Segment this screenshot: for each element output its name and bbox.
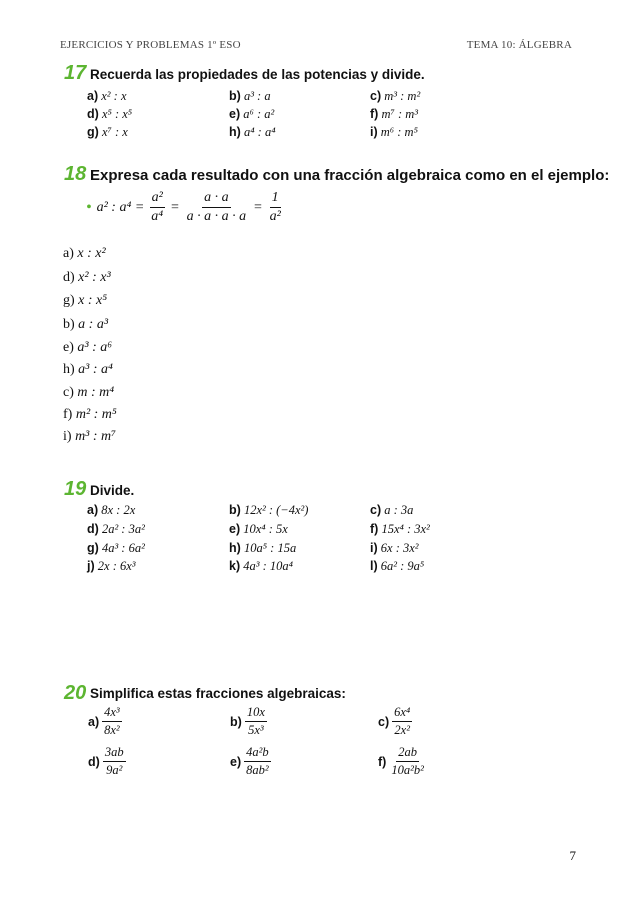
item-expression: 4a³ : 10a⁴ xyxy=(243,559,294,573)
exercise-item xyxy=(87,125,128,140)
exercise-item xyxy=(63,317,108,333)
equals-sign: = xyxy=(170,199,180,215)
exercise-item xyxy=(378,745,426,778)
exercise-item xyxy=(63,362,113,378)
exercise-title: Recuerda las propiedades de las potencias y divide. xyxy=(90,67,425,82)
item-label: g) xyxy=(87,125,99,139)
item-expression: x⁵ : x⁵ xyxy=(101,107,133,121)
item-expression: m⁷ : m³ xyxy=(381,107,419,121)
item-expression: m³ : m⁷ xyxy=(75,429,117,444)
item-expression: x : x⁵ xyxy=(78,293,108,308)
exercise-title: Simplifica estas fracciones algebraicas: xyxy=(90,686,346,701)
fraction-denominator: 10a²b² xyxy=(391,763,424,777)
item-label: b) xyxy=(230,714,242,729)
item-label: g) xyxy=(63,293,75,308)
item-expression: a³ : a⁴ xyxy=(78,362,113,377)
exercise-item xyxy=(229,503,308,518)
fraction-denominator: a⁴ xyxy=(151,209,164,224)
exercise-item xyxy=(229,125,276,140)
exercise-item xyxy=(63,385,114,401)
exercise-item xyxy=(63,407,117,423)
item-expression: 2x : 6x³ xyxy=(97,559,136,573)
fraction-numerator: 3ab xyxy=(103,745,126,762)
item-expression: a : a³ xyxy=(78,317,109,332)
exercise-title: Divide. xyxy=(90,483,135,498)
item-label: f) xyxy=(370,107,379,121)
fraction-numerator: 1 xyxy=(270,190,281,208)
fraction-numerator: a² xyxy=(150,190,165,208)
exercise-item xyxy=(230,705,267,738)
exercise-item xyxy=(63,340,112,356)
exercise-item xyxy=(87,107,132,122)
fraction-numerator: 10x xyxy=(245,705,267,722)
exercise-number: 20 xyxy=(64,682,87,704)
item-label: e) xyxy=(229,522,241,536)
item-label: a) xyxy=(87,503,99,517)
exercise-item xyxy=(230,745,271,778)
item-label: c) xyxy=(370,89,382,103)
item-expression: m² : m⁵ xyxy=(75,407,117,422)
item-label: e) xyxy=(230,754,242,769)
item-expression: x : x² xyxy=(77,246,106,261)
fraction-numerator: 2ab xyxy=(396,745,419,762)
fraction-denominator: 2x² xyxy=(394,723,410,737)
item-label: b) xyxy=(63,317,75,332)
item-expression: x⁷ : x xyxy=(101,125,128,139)
exercise-item xyxy=(87,503,135,518)
exercise-item xyxy=(370,107,418,122)
item-expression: a³ : a⁶ xyxy=(77,340,113,355)
exercise-item xyxy=(63,293,107,309)
example-fraction xyxy=(268,190,283,225)
example-lhs: a² : a⁴ = xyxy=(96,199,145,215)
exercise-item xyxy=(87,559,136,574)
item-label: d) xyxy=(63,270,75,285)
item-expression: a : 3a xyxy=(384,503,414,517)
item-label: a) xyxy=(88,714,100,729)
item-label: f) xyxy=(63,407,73,422)
item-label: c) xyxy=(378,714,390,729)
fraction-denominator: 9a² xyxy=(106,763,123,777)
exercise-title: Expresa cada resultado con una fracción algebraica como en el ejemplo: xyxy=(90,167,610,184)
item-label: d) xyxy=(88,754,100,769)
item-label: h) xyxy=(229,125,241,139)
item-expression: 6a² : 9a⁵ xyxy=(380,559,425,573)
exercise-item xyxy=(88,705,122,738)
fraction-numerator: 6x⁴ xyxy=(392,705,412,722)
equals-sign: = xyxy=(253,199,263,215)
exercise-item xyxy=(229,559,293,574)
item-expression: 10x⁴ : 5x xyxy=(243,522,288,536)
item-label: l) xyxy=(370,559,378,573)
exercise-item xyxy=(229,541,296,556)
item-label: f) xyxy=(370,522,379,536)
exercise-item xyxy=(378,705,412,738)
exercise-item xyxy=(370,541,419,556)
exercise-number: 19 xyxy=(64,478,87,500)
item-label: e) xyxy=(63,340,74,355)
item-label: a) xyxy=(87,89,99,103)
exercise-item xyxy=(63,246,106,262)
exercise-item xyxy=(229,89,271,104)
algebraic-fraction xyxy=(245,705,267,738)
item-label: d) xyxy=(87,107,99,121)
fraction-numerator: 4x³ xyxy=(102,705,122,722)
item-expression: m³ : m² xyxy=(384,89,421,103)
item-expression: 10a⁵ : 15a xyxy=(243,541,297,555)
algebraic-fraction xyxy=(103,745,126,778)
fraction-denominator: a · a · a · a xyxy=(186,209,247,224)
example-fraction xyxy=(185,190,249,225)
item-expression: 15x⁴ : 3x² xyxy=(381,522,430,536)
example-fraction xyxy=(149,190,165,225)
item-label: f) xyxy=(378,754,387,769)
exercise-item xyxy=(229,107,274,122)
item-expression: m : m⁴ xyxy=(77,385,115,400)
item-label: k) xyxy=(229,559,241,573)
algebraic-fraction xyxy=(392,705,412,738)
algebraic-fraction xyxy=(244,745,271,778)
exercise-number: 18 xyxy=(64,163,87,185)
item-label: i) xyxy=(63,429,72,444)
item-label: b) xyxy=(229,503,241,517)
header-right: TEMA 10: ÁLGEBRA xyxy=(466,39,572,51)
item-label: a) xyxy=(63,246,74,261)
worked-example xyxy=(86,190,283,225)
exercise-item xyxy=(370,559,424,574)
bullet-icon: • xyxy=(86,198,92,216)
exercise-item xyxy=(87,522,145,537)
item-expression: 2a² : 3a² xyxy=(101,522,145,536)
item-expression: x² : x xyxy=(101,89,127,103)
item-expression: 12x² : (−4x²) xyxy=(243,503,309,517)
item-label: h) xyxy=(229,541,241,555)
exercise-item xyxy=(370,522,430,537)
exercise-item xyxy=(370,125,418,140)
exercise-item xyxy=(87,541,145,556)
item-expression: a³ : a xyxy=(243,89,271,103)
item-label: e) xyxy=(229,107,241,121)
item-expression: 8x : 2x xyxy=(101,503,136,517)
item-expression: 6x : 3x² xyxy=(380,541,419,555)
item-label: i) xyxy=(370,125,378,139)
exercise-number: 17 xyxy=(64,62,87,84)
item-label: b) xyxy=(229,89,241,103)
exercise-item xyxy=(370,89,420,104)
page-number: 7 xyxy=(569,848,576,863)
exercise-item xyxy=(370,503,413,518)
algebraic-fraction xyxy=(102,705,122,738)
exercise-item xyxy=(88,745,126,778)
fraction-denominator: a² xyxy=(269,209,281,224)
item-expression: a⁴ : a⁴ xyxy=(243,125,276,139)
item-expression: m⁶ : m⁵ xyxy=(380,125,418,139)
fraction-numerator: a · a xyxy=(202,190,231,208)
item-label: c) xyxy=(63,385,74,400)
item-expression: 4a³ : 6a² xyxy=(101,541,145,555)
fraction-denominator: 5x³ xyxy=(248,723,264,737)
item-expression: x² : x³ xyxy=(78,270,111,285)
item-label: i) xyxy=(370,541,378,555)
exercise-item xyxy=(63,270,111,286)
fraction-numerator: 4a²b xyxy=(244,745,271,762)
fraction-denominator: 8x² xyxy=(104,723,120,737)
item-label: j) xyxy=(87,559,95,573)
item-label: g) xyxy=(87,541,99,555)
exercise-item xyxy=(87,89,127,104)
exercise-item xyxy=(229,522,288,537)
item-label: h) xyxy=(63,362,75,377)
header-left: EJERCICIOS Y PROBLEMAS 1º ESO xyxy=(60,39,241,51)
exercise-item xyxy=(63,429,116,445)
item-expression: a⁶ : a² xyxy=(243,107,275,121)
item-label: c) xyxy=(370,503,382,517)
item-label: d) xyxy=(87,522,99,536)
fraction-denominator: 8ab² xyxy=(246,763,269,777)
algebraic-fraction xyxy=(389,745,426,778)
